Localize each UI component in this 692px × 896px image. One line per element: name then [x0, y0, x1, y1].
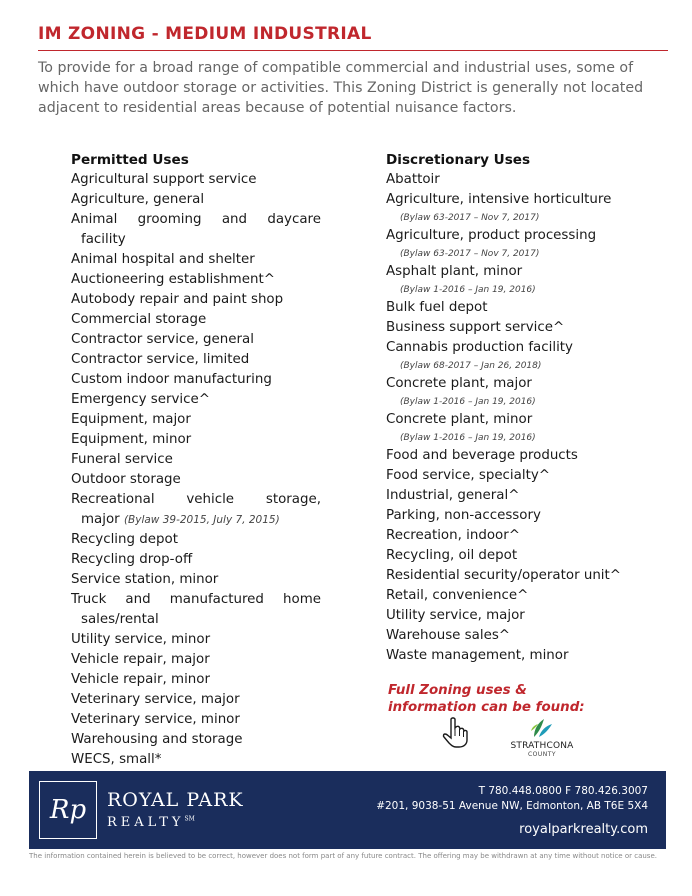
- use-label: Residential security/operator unit^: [386, 568, 622, 583]
- use-label: Emergency service^: [71, 392, 210, 407]
- service-mark: SM: [184, 815, 195, 823]
- use-label: Utility service, major: [386, 608, 525, 623]
- use-word: manufactured: [169, 592, 264, 607]
- list-item: [386, 586, 656, 606]
- list-item: [386, 566, 656, 586]
- contact-address: #201, 9038-51 Avenue NW, Edmonton, AB T6E 5X4: [376, 800, 648, 812]
- list-item: [71, 170, 321, 190]
- use-label: Veterinary service, major: [71, 692, 240, 707]
- use-label: Animal hospital and shelter: [71, 252, 255, 267]
- use-continuation: [71, 230, 321, 250]
- county-subtitle: COUNTY: [527, 751, 557, 758]
- list-item: [71, 190, 321, 210]
- list-item: [386, 466, 656, 486]
- title-divider: [38, 50, 668, 51]
- list-item: [71, 450, 321, 470]
- full-zoning-promo: [388, 682, 608, 716]
- use-word: home: [283, 592, 321, 607]
- list-item: [71, 590, 321, 630]
- use-label: Parking, non-accessory: [386, 508, 541, 523]
- use-label: Outdoor storage: [71, 472, 181, 487]
- use-word: Animal: [71, 212, 118, 227]
- disclaimer: The information contained herein is believed to be correct, however does not form part of any future contract. The offering may be withdrawn at any time without notice or cause.: [29, 852, 657, 860]
- page-title: IM ZONING - MEDIUM INDUSTRIAL: [38, 24, 372, 44]
- use-label: Equipment, major: [71, 412, 191, 427]
- use-label: Service station, minor: [71, 572, 219, 587]
- brand-subtitle: [107, 815, 195, 830]
- use-label: Warehouse sales^: [386, 628, 511, 643]
- list-item: [71, 630, 321, 650]
- list-item: [71, 470, 321, 490]
- list-item: [386, 298, 656, 318]
- bylaw-reference: (Bylaw 39-2015, July 7, 2015): [123, 514, 280, 526]
- brand-sub-text: REALTY: [107, 815, 185, 830]
- list-item: [386, 526, 656, 546]
- list-item: [386, 190, 656, 226]
- list-item: [71, 550, 321, 570]
- list-item: [386, 486, 656, 506]
- use-continuation: [71, 510, 321, 530]
- use-label: Bulk fuel depot: [386, 300, 488, 315]
- bylaw-reference: (Bylaw 63-2017 – Nov 7, 2017): [400, 213, 540, 223]
- use-cont-text: major: [81, 512, 120, 527]
- use-label: Recycling depot: [71, 532, 178, 547]
- list-item: [71, 350, 321, 370]
- use-label: Abattoir: [386, 172, 440, 187]
- use-label: Food service, specialty^: [386, 468, 550, 483]
- use-word: and: [125, 592, 151, 607]
- use-label: Asphalt plant, minor: [386, 264, 523, 279]
- discretionary-uses-list: [386, 170, 656, 666]
- use-word: daycare: [267, 212, 321, 227]
- list-item: [71, 570, 321, 590]
- use-label: Custom indoor manufacturing: [71, 372, 272, 387]
- use-label: Vehicle repair, minor: [71, 672, 210, 687]
- use-word: storage,: [265, 492, 321, 507]
- use-label: Concrete plant, minor: [386, 412, 533, 427]
- bylaw-reference: (Bylaw 1-2016 – Jan 19, 2016): [400, 285, 536, 295]
- use-label: Contractor service, limited: [71, 352, 250, 367]
- list-item: [71, 330, 321, 350]
- use-label: Equipment, minor: [71, 432, 192, 447]
- list-item: [386, 626, 656, 646]
- county-name: STRATHCONA: [510, 741, 574, 751]
- list-item: [71, 730, 321, 750]
- use-line: [71, 210, 321, 230]
- use-line: [71, 490, 321, 510]
- footer-band: [29, 771, 666, 849]
- list-item: [71, 410, 321, 430]
- use-label: Funeral service: [71, 452, 173, 467]
- use-label: Agricultural support service: [71, 172, 257, 187]
- use-label: Retail, convenience^: [386, 588, 529, 603]
- list-item: [71, 310, 321, 330]
- intro-paragraph: To provide for a broad range of compatible commercial and industrial uses, some of which have outdoor storage or activities. This Zoning District is generally not located adjacent to residential areas because of potential nuisance factors.: [38, 60, 644, 116]
- use-label: Cannabis production facility: [386, 340, 573, 355]
- list-item: [71, 650, 321, 670]
- use-word: Truck: [71, 592, 107, 607]
- promo-line-2: information can be found:: [388, 700, 585, 715]
- list-item: [386, 170, 656, 190]
- list-item: [386, 446, 656, 466]
- use-word: and: [221, 212, 248, 227]
- hand-cursor-icon[interactable]: [440, 716, 470, 748]
- list-item: [386, 506, 656, 526]
- list-item: [71, 690, 321, 710]
- use-label: Autobody repair and paint shop: [71, 292, 284, 307]
- list-item: [71, 370, 321, 390]
- use-label: Agriculture, intensive horticulture: [386, 192, 612, 207]
- list-item: [386, 226, 656, 262]
- use-label: Vehicle repair, major: [71, 652, 210, 667]
- use-cont-text: facility: [81, 232, 126, 247]
- strathcona-leaves-icon: [528, 717, 556, 739]
- list-item: [71, 530, 321, 550]
- bylaw-reference: (Bylaw 63-2017 – Nov 7, 2017): [400, 249, 540, 259]
- website-link[interactable]: royalparkrealty.com: [519, 822, 648, 837]
- use-label: Utility service, minor: [71, 632, 211, 647]
- list-item: [71, 390, 321, 410]
- list-item: [71, 250, 321, 270]
- use-label: Agriculture, general: [71, 192, 205, 207]
- discretionary-uses-column: [386, 150, 656, 666]
- use-label: Auctioneering establishment^: [71, 272, 275, 287]
- list-item: [386, 646, 656, 666]
- brand-name: ROYAL PARK: [107, 789, 244, 811]
- list-item: [71, 270, 321, 290]
- list-item: [71, 750, 321, 770]
- use-label: Veterinary service, minor: [71, 712, 240, 727]
- list-item: [71, 430, 321, 450]
- list-item: [386, 546, 656, 566]
- use-label: Warehousing and storage: [71, 732, 243, 747]
- list-item: [71, 670, 321, 690]
- list-item: [71, 710, 321, 730]
- permitted-uses-list: [71, 170, 321, 770]
- bylaw-reference: (Bylaw 68-2017 – Jan 26, 2018): [400, 361, 542, 371]
- use-cont-text: sales/rental: [81, 612, 159, 627]
- bylaw-reference: (Bylaw 1-2016 – Jan 19, 2016): [400, 433, 536, 443]
- use-label: Business support service^: [386, 320, 565, 335]
- list-item: [71, 210, 321, 250]
- use-label: Recycling, oil depot: [386, 548, 518, 563]
- use-label: Concrete plant, major: [386, 376, 532, 391]
- use-word: Recreational: [71, 492, 155, 507]
- promo-line-1: Full Zoning uses &: [388, 683, 527, 698]
- list-item: [386, 374, 656, 410]
- discretionary-uses-heading: Discretionary Uses: [386, 152, 531, 168]
- permitted-uses-heading: Permitted Uses: [71, 152, 189, 168]
- use-label: Agriculture, product processing: [386, 228, 597, 243]
- use-label: Commercial storage: [71, 312, 207, 327]
- use-label: Recycling drop-off: [71, 552, 193, 567]
- royal-park-monogram: Rp: [39, 781, 97, 839]
- list-item: [71, 490, 321, 530]
- use-word: grooming: [137, 212, 202, 227]
- permitted-uses-column: [71, 150, 321, 770]
- use-label: Food and beverage products: [386, 448, 578, 463]
- contact-phones: T 780.448.0800 F 780.426.3007: [478, 785, 648, 797]
- bylaw-reference: (Bylaw 1-2016 – Jan 19, 2016): [400, 397, 536, 407]
- use-word: vehicle: [186, 492, 235, 507]
- use-continuation: [71, 610, 321, 630]
- list-item: [71, 290, 321, 310]
- list-item: [386, 606, 656, 626]
- list-item: [386, 262, 656, 298]
- use-label: Contractor service, general: [71, 332, 254, 347]
- list-item: [386, 410, 656, 446]
- strathcona-county-logo[interactable]: [500, 717, 584, 758]
- use-line: [71, 590, 321, 610]
- use-label: Industrial, general^: [386, 488, 520, 503]
- list-item: [386, 338, 656, 374]
- list-item: [386, 318, 656, 338]
- use-label: Recreation, indoor^: [386, 528, 520, 543]
- use-label: WECS, small*: [71, 752, 162, 767]
- use-label: Waste management, minor: [386, 648, 569, 663]
